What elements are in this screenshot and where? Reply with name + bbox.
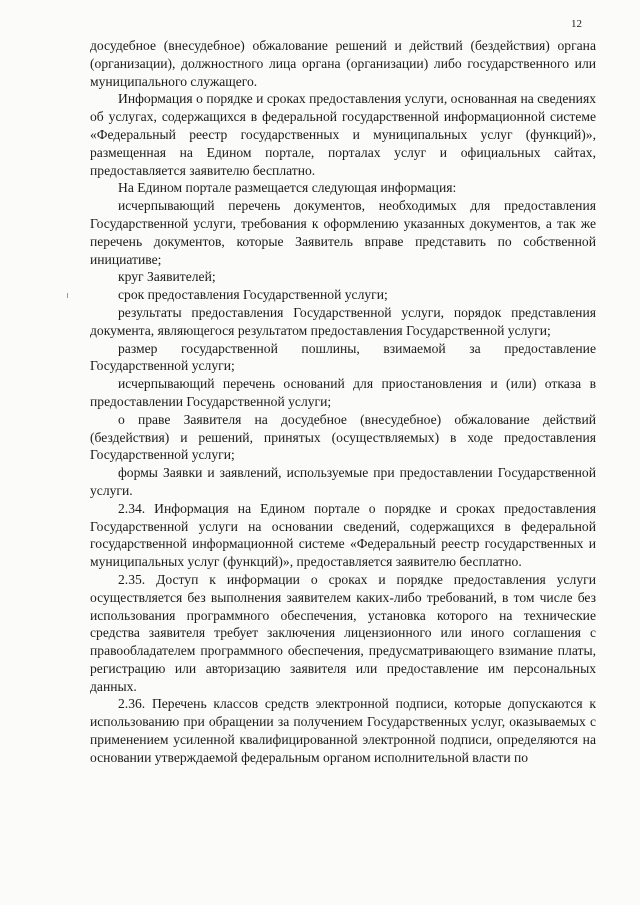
- list-item-documents: исчерпывающий перечень документов, необходимых для предоставления Государственной услуги, требования к оформлению указанных документов, а так же перечень документов, которые Заявитель вправе представить по собственной инициативе;: [90, 198, 596, 267]
- document-body: [90, 37, 596, 767]
- list-item-forms: формы Заявки и заявлений, используемые при предоставлении Государственной услуги.: [90, 465, 596, 498]
- list-item-term: срок предоставления Государственной услуги;: [118, 287, 388, 303]
- list-item-fee: размер государственной пошлины, взимаемой за предоставление Государственной услуги;: [90, 340, 596, 374]
- list-item-applicants: круг Заявителей;: [118, 269, 216, 285]
- paragraph-info-procedure: Информация о порядке и сроках предоставления услуги, основанная на сведениях об услугах, содержащихся в федеральной государственной информационной системе «Федеральный реестр государственных и муниципальных услуг (функций)», размещенная на Едином портале, порталах услуг и официальных сайтах, предоставляется заявителю бесплатно.: [90, 91, 596, 178]
- paragraph-appeal-continuation: досудебное (внесудебное) обжалование решений и действий (бездействия) органа (организации), должностного лица органа (организации) либо государственного или муниципального служащего.: [90, 38, 596, 89]
- list-item-appeal-right: о праве Заявителя на досудебное (внесудебное) обжалование действий (бездействия) и решений, принятых (осуществляемых) в ходе предоставления Государственной услуги;: [90, 411, 596, 463]
- list-item-results: результаты предоставления Государственной услуги, порядок представления документа, являющегося результатом предоставления Государственной услуги;: [90, 304, 596, 338]
- clause-2-35: 2.35. Доступ к информации о сроках и порядке предоставления услуги осуществляется без выполнения заявителем каких-либо требований, в том числе без использования программного обеспечения, установка которого на технические средства заявителя требует заключения лицензионного или иного соглашения с правообладателем программного обеспечения, предусматривающего взимание платы, регистрацию или авторизацию заявителя или предоставление им персональных данных.: [90, 571, 596, 694]
- list-item-grounds: исчерпывающий перечень оснований для приостановления и (или) отказа в предоставлении Государственной услуги;: [90, 376, 596, 409]
- paragraph-portal-intro: На Едином портале размещается следующая информация:: [118, 180, 457, 196]
- page-number: 12: [571, 18, 582, 30]
- clause-2-36: 2.36. Перечень классов средств электронной подписи, которые допускаются к использованию при обращении за получением Государственных услуг, оказываемых с применением усиленной квалифицированной электронной подписи, определяются на основании утверждаемой федеральным органом исполнительной власти по: [90, 696, 596, 765]
- margin-mark: [67, 293, 68, 298]
- clause-2-34: 2.34. Информация на Едином портале о порядке и сроках предоставления Государственной услуги на основании сведений, содержащихся в федеральной государственной информационной системе «Федеральный реестр государственных и муниципальных услуг (функций)», предоставляется заявителю бесплатно.: [90, 500, 596, 570]
